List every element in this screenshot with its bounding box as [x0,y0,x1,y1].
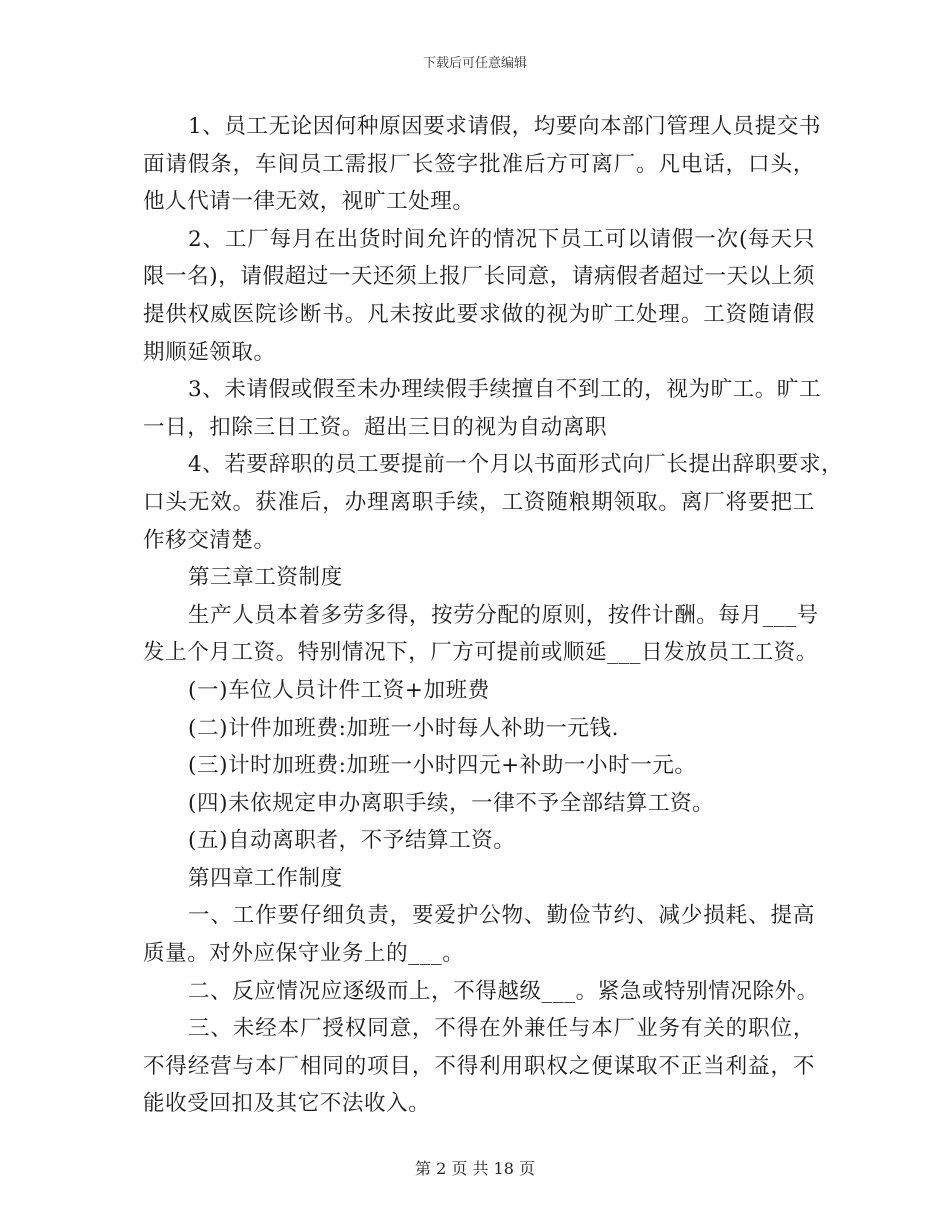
paragraph-line: 期顺延领取。 [143,339,276,365]
paragraph-line: 二、反应情况应逐级而上，不得越级___。紧急或特别情况除外。 [188,978,819,1004]
paragraph-line: 提供权威医院诊断书。凡未按此要求做的视为旷工处理。工资随请假 [143,301,815,327]
paragraph-line: 发上个月工资。特别情况下，厂方可提前或顺延___日发放员工工资。 [143,640,818,666]
paragraph-line: 他人代请一律无效，视旷工处理。 [143,189,475,215]
list-item: (三)计时加班费:加班一小时四元+补助一小时一元。 [188,753,697,779]
page-header: 下载后可任意编辑 [422,56,527,71]
paragraph-line: 作移交清楚。 [143,527,276,553]
document-body [143,108,844,1123]
paragraph-line: 口头无效。获准后，办理离职手续，工资随粮期领取。离厂将要把工 [143,489,815,515]
paragraph-line: 一、工作要仔细负责，要爱护公物、勤俭节约、减少损耗、提高 [188,903,815,929]
chapter-heading: 第三章工资制度 [188,565,343,591]
paragraph-line: 一日，扣除三日工资。超出三日的视为自动离职 [143,414,608,440]
chapter-heading: 第四章工作制度 [188,865,343,891]
paragraph-line: 生产人员本着多劳多得，按劳分配的原则，按件计酬。每月___号 [188,602,819,628]
paragraph-line: 面请假条，车间员工需报厂长签字批准后方可离厂。凡电话，口头， [143,151,815,177]
paragraph-line: 限一名)，请假超过一天还须上报厂长同意，请病假者超过一天以上须 [143,264,815,290]
list-item: (一)车位人员计件工资+加班费 [188,677,490,703]
paragraph-line: 4、若要辞职的员工要提前一个月以书面形式向厂长提出辞职要求， [188,452,844,478]
list-item: (二)计件加班费:加班一小时每人补助一元钱. [188,715,620,741]
paragraph-line: 1、员工无论因何种原因要求请假，均要向本部门管理人员提交书 [188,114,822,139]
list-item: (五)自动离职者，不予结算工资。 [188,828,516,854]
list-item: (四)未依规定申办离职手续，一律不予全部结算工资。 [188,790,715,816]
paragraph-line: 不得经营与本厂相同的项目，不得利用职权之便谋取不正当利益，不 [143,1053,815,1079]
page-number-footer: 第 2 页 共 18 页 [415,1159,535,1178]
paragraph-line: 3、未请假或假至未办理续假手续擅自不到工的，视为旷工。旷工 [188,377,822,403]
paragraph-line: 2、工厂每月在出货时间允许的情况下员工可以请假一次(每天只 [188,226,815,252]
paragraph-line: 质量。对外应保守业务上的___。 [143,941,465,967]
paragraph-line: 能收受回扣及其它不法收入。 [143,1091,431,1117]
paragraph-line: 三、未经本厂授权同意，不得在外兼任与本厂业务有关的职位， [188,1016,815,1042]
